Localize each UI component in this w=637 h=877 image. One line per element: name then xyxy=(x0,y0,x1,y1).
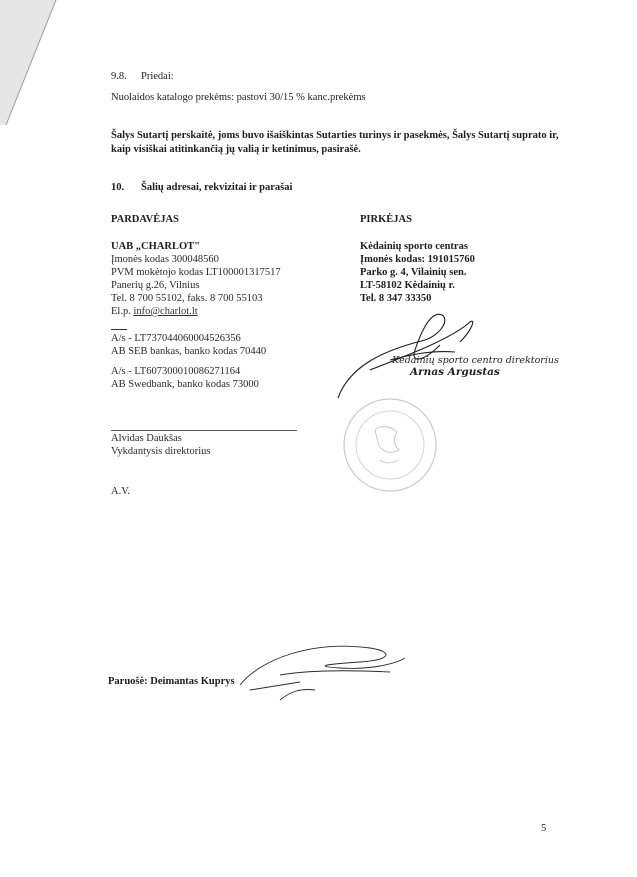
buyer-code: Įmonės kodas: 191015760 xyxy=(360,254,475,265)
scan-shadow xyxy=(0,0,80,130)
seller-signer-name: Alvidas Daukšas xyxy=(111,433,182,444)
section-10-title: Šalių adresai, rekvizitai ir parašai xyxy=(141,182,293,193)
seller-signer-title: Vykdantysis direktorius xyxy=(111,446,211,457)
seller-email-label: El.p. xyxy=(111,306,131,317)
section-10-number: 10. xyxy=(111,182,125,193)
seller-address: Panerių g.26, Vilnius xyxy=(111,280,200,291)
seller-company: UAB „CHARLOT" xyxy=(111,241,200,252)
account-separator xyxy=(111,329,127,330)
buyer-phone: Tel. 8 347 33350 xyxy=(360,293,432,304)
prepared-by-signature xyxy=(220,630,420,710)
buyer-heading: PIRKĖJAS xyxy=(360,214,412,225)
buyer-postal: LT-58102 Kėdainių r. xyxy=(360,280,455,291)
seller-bank-2: AB Swedbank, banko kodas 73000 xyxy=(111,379,259,390)
seller-stamp-label: A.V. xyxy=(111,486,131,497)
agreement-paragraph: Šalys Sutartį perskaitė, joms buvo išaiškintas Sutarties turinys ir pasekmės, Šalys Sutartį suprato ir, kaip visiškai atitinkančią jų valią ir ketinimus, pasirašė. xyxy=(111,130,559,155)
seller-heading: PARDAVĖJAS xyxy=(111,214,179,225)
prepared-by: Paruošė: Deimantas Kuprys xyxy=(108,676,235,687)
seller-email-row xyxy=(111,305,198,318)
seller-bank-1: AB SEB bankas, banko kodas 70440 xyxy=(111,346,267,357)
seller-email-link[interactable]: info@charlot.lt xyxy=(133,306,198,317)
buyer-signer-name: Arnas Argustas xyxy=(410,366,500,378)
buyer-signature-stamp xyxy=(330,310,520,500)
section-98-title: Priedai: xyxy=(141,71,174,82)
seller-code: Įmonės kodas 300048560 xyxy=(111,254,219,265)
section-98-text: Nuolaidos katalogo prekėms: pastovi 30/15 % kanc.prekėms xyxy=(111,92,366,103)
seller-signature-line xyxy=(111,430,297,431)
seller-account-1: A/s - LT737044060004526356 xyxy=(111,333,241,344)
seller-account-2: A/s - LT607300010086271164 xyxy=(111,366,241,377)
buyer-address: Parko g. 4, Vilainių sen. xyxy=(360,267,467,278)
buyer-signer-title: Kėdainių sporto centro direktorius xyxy=(392,355,559,366)
seller-vat: PVM mokėtojo kodas LT100001317517 xyxy=(111,267,281,278)
buyer-company: Kėdainių sporto centras xyxy=(360,241,468,252)
seller-phone: Tel. 8 700 55102, faks. 8 700 55103 xyxy=(111,293,263,304)
page-number: 5 xyxy=(541,823,547,834)
section-98-number: 9.8. xyxy=(111,71,127,82)
